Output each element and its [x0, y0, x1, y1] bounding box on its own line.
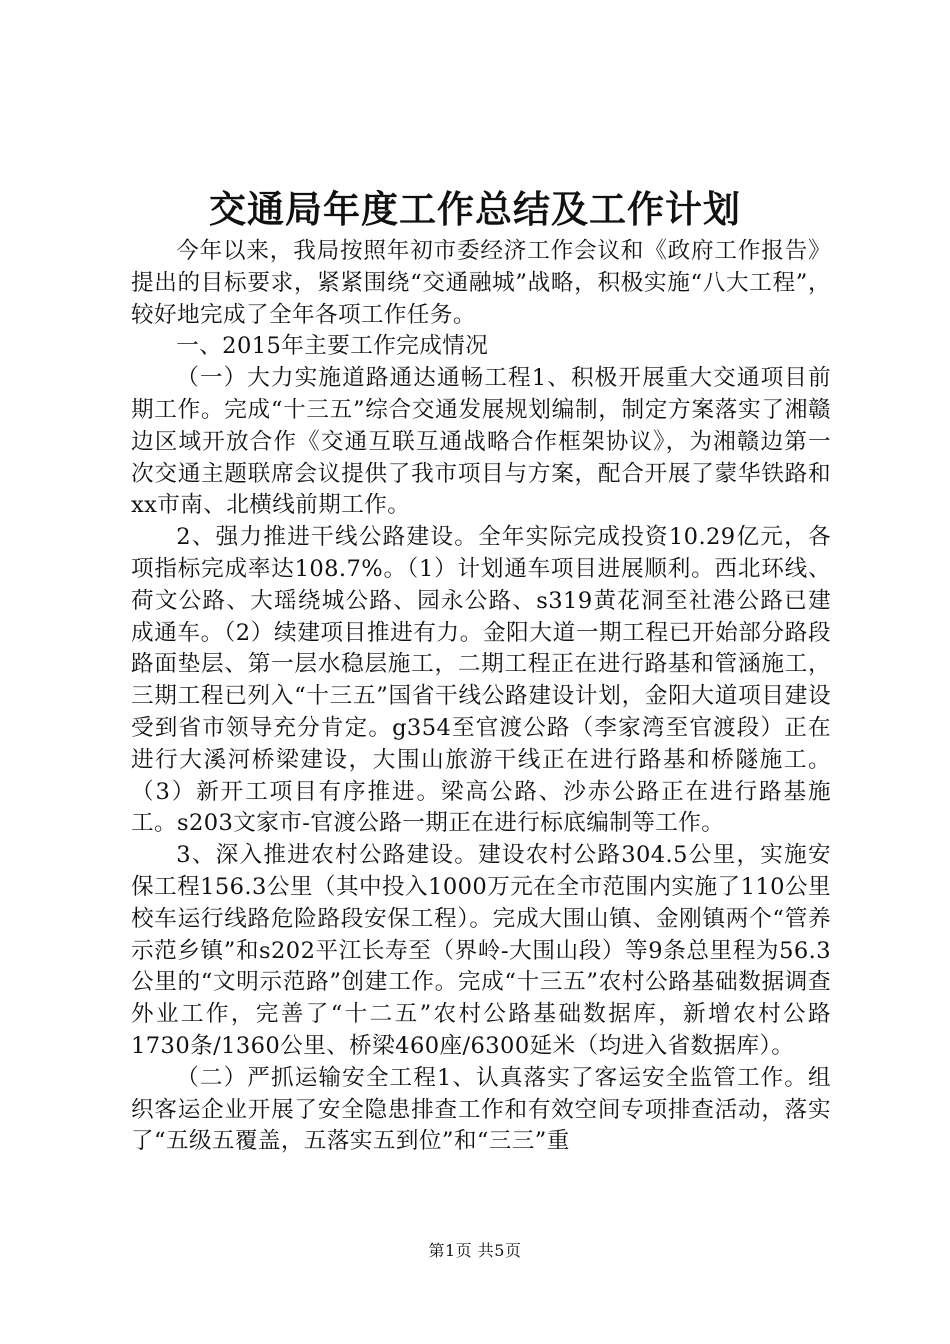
paragraph-road-projects: （一）大力实施道路通达通畅工程1、积极开展重大交通项目前期工作。完成“十三五”综合交通发展规划编制，制定方案落实了湘赣边区域开放合作《交通互联互通战略合作框架协议》，为湘赣边第一次交通主题联席会议提供了我市项目与方案，配合开展了蒙华铁路和xx市南、北横线前期工作。	[131, 365, 831, 519]
section-heading: 一、2015年主要工作完成情况	[176, 333, 489, 360]
document-title: 交通局年度工作总结及工作计划	[209, 188, 741, 231]
document-body	[131, 236, 831, 1158]
page-footer: 第1页 共5页	[428, 1241, 522, 1260]
paragraph-trunk-roads: 2、强力推进干线公路建设。全年实际完成投资10.29亿元，各项指标完成率达108.7%。（1）计划通车项目进展顺利。西北环线、荷文公路、大瑶绕城公路、园永公路、s319黄花洞至社港公路已建成通车。（2）续建项目推进有力。金阳大道一期工程已开始部分路段路面垫层、第一层水稳层施工，二期工程正在进行路基和管涵施工，三期工程已列入“十三五”国省干线公路建设计划，金阳大道项目建设受到省市领导充分肯定。g354至官渡公路（李家湾至官渡段）正在进行大溪河桥梁建设，大围山旅游干线正在进行路基和桥隧施工。（3）新开工项目有序推进。梁高公路、沙赤公路正在进行路基施工。s203文家市-官渡公路一期正在进行标底编制等工作。	[131, 524, 831, 837]
paragraph-intro: 今年以来，我局按照年初市委经济工作会议和《政府工作报告》提出的目标要求，紧紧围绕“交通融城”战略，积极实施“八大工程”，较好地完成了全年各项工作任务。	[131, 238, 831, 328]
paragraph-transport-safety: （二）严抓运输安全工程1、认真落实了客运安全监管工作。组织客运企业开展了安全隐患排查工作和有效空间专项排查活动，落实了“五级五覆盖，五落实五到位”和“三三”重	[131, 1064, 831, 1155]
paragraph-rural-roads: 3、深入推进农村公路建设。建设农村公路304.5公里，实施安保工程156.3公里（其中投入1000万元在全市范围内实施了110公里校车运行线路危险路段安保工程）。完成大围山镇、金刚镇两个“管养示范乡镇”和s202平江长寿至（界岭-大围山段）等9条总里程为56.3公里的“文明示范路”创建工作。完成“十三五”农村公路基础数据调查外业工作，完善了“十二五”农村公路基础数据库，新增农村公路1730条/1360公里、桥梁460座/6300延米（均进入省数据库）。	[131, 842, 831, 1059]
